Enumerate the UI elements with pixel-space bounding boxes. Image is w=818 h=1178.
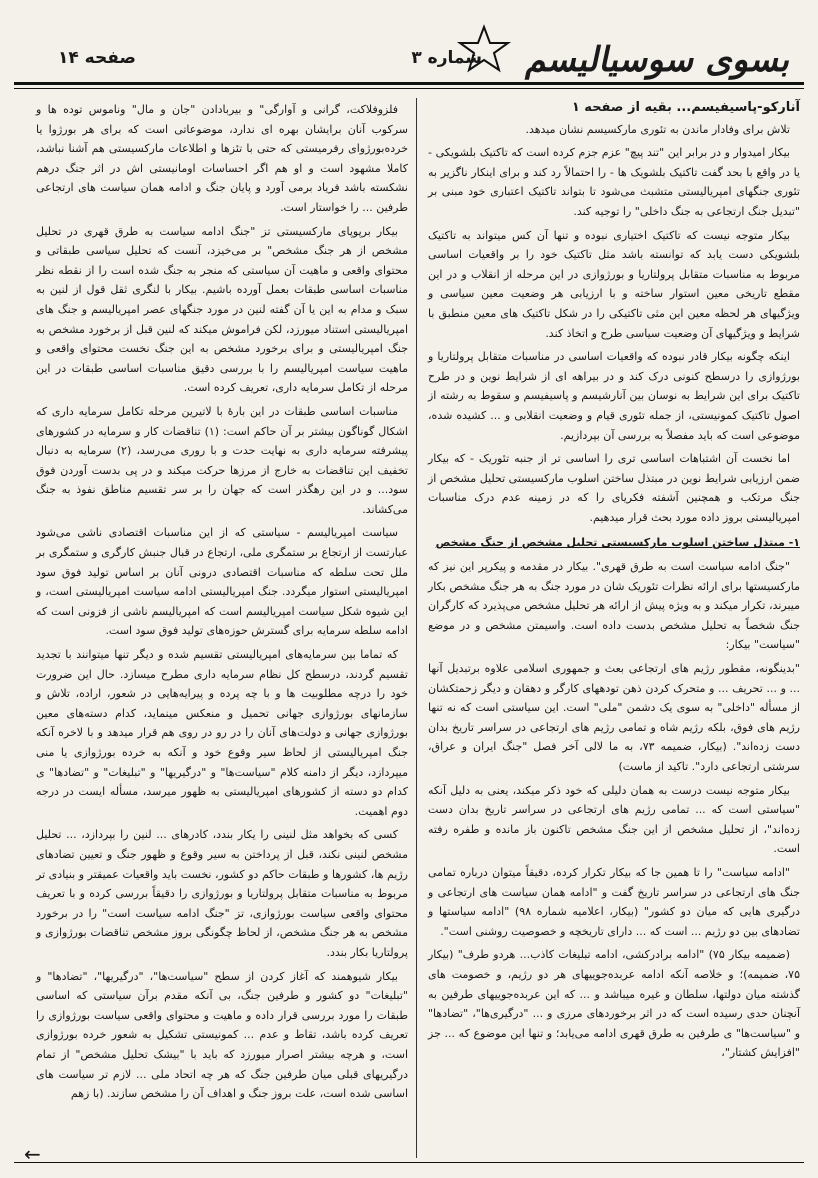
paragraph: که تماما بین سرمایه‌های امپریالیستی تقسیم شده و دیگر تنها میتوانند با تجدید تقسیم گردند، درسطح کل نظام سرمایه داری مطرح میسازد. حال این ضرورت خود را درچه مطلوبیت ها و با چه پرده و پیرایه‌هایی در شعور، اراده، تلاش و سازمانهای بورژوازی جهانی تحمیل و منعکس مینماید، کدام دسته‌های معین بورژوازی جهانی و دولت‌های آنان را در رو در روی هم قرار میدهد و با لاخره آنکه جنگ امپریالیستی از لحاظ سیر وقوع خود و آنکه به خرده بورژوازی یا منی میپردازد، دیگر از دامنه کلام "سیاست‌ها" و "درگیریها" و "تبلیغات" و "تضادها" ی کدام دو دسته از کشورهای امپریالیستی به ظهور میرسد، مسأله ایست در درجه دوم اهمیت.	[36, 648, 408, 818]
bottom-rule	[14, 1162, 804, 1163]
paragraph: بیکار برپوپای مارکسیستی تز "جنگ ادامه سیاست به طرق قهری در تحلیل مشخص از هر جنگ مشخص" بر می‌خیزد، آنست که تحلیل سیاسی طبقاتی و محتوای واقعی و ماهیت آن سیاستی که منجر به جنگ شده است را از نقطه نظر مناسبات اساسی طبقات بعمل آورده باشیم. بیکار با لنگری ثقل قول از لنین به سبک و مدام به این یا آن گفته لنین در مورد جنگهای عصر امپریالیسم و جنگ های امپریالیستی استناد میورزد، لکن فراموش میکند که لنین قبل از برخورد مشخص به جنگ امپریالیستی و برای برخورد مشخص به این جنگ نخست محتوای واقعی و ماهیت سیاست امپریالیسم را با بررسی دقیق مناسبات اساسی طبقات در این مرحله از تکامل سرمایه داری، تعریف کرده است.	[36, 224, 408, 395]
continue-arrow-icon: ←	[24, 1142, 41, 1166]
paragraph: فلزوفلاکت، گرانی و آوارگی" و بیربادادن "جان و مال" وناموس توده ها و سرکوب آنان برایشان بهره ای ندارد، موضوعاتی است که برای هر بورژوا یا خرده‌بورژوای رفرمیستی که حتی با تئزها و اطلاعات مارکسیستی هم آشنا نباشد، کاملا مشهود است و او هم اگر احساسات اومانیستی اش در اثر جنگ درهم نشکسته باشد فریاد برمی آورد و پایان جنگ و ادامه همان سیاست های ارتجاعی طرفین ... را خواستار است.	[36, 103, 408, 214]
paragraph: بیکار متوجه نیست درست به همان دلیلی که خود ذکر میکند، یعنی به دلیل آنکه "سیاستی است که ... تمامی رژیم های ارتجاعی در سراسر تاریخ بدان دست زده‌اند"، از تحلیل مشخص از این جنگ مشخص تاکنون باز مانده و طفره رفته است.	[428, 783, 800, 856]
issue-number: شماره ۳	[411, 48, 482, 68]
paragraph: اینکه چگونه بیکار قادر نبوده که واقعیات اساسی در مناسبات متقابل پرولتاریا و بورژوازی را درسطح کنونی درک کند و در بیراهه ای از شرایط نوین و در طرح تاکتیک برای این شرایط به نوسان بین آنارشیسم و پاسیفیسم و سقوط به رشته از اصول تاکتیک کمونیستی، از جمله تئوری قیام و وضعیت انقلابی و ... کشیده شده، موضوعی است که باید مفصلاً به بررسی آن بپردازیم.	[428, 350, 800, 442]
section-heading: ۱- مبتذل ساختن اسلوب مارکسیستی تحلیل مشخص از جنگ مشخص	[435, 536, 800, 550]
paragraph: کسی که بخواهد مثل لنینی را یکار بندد، کادرهای ... لنین را بپردازد، ... تحلیل مشخص لنینی نکند، قبل از پرداختن به سیر وقوع و ظهور جنگ و تعیین تضادهای رژیم ها، کشورها و طبقات حاکم دو کشور، نخست باید واقعیات عمیقتر و بنیادی تر مربوط به مناسبات متقابل پرولتاریا و بورژوازی را دقیقاً بررسی کرده و با تعریف محتوای واقعی سیاست بورژوازی، تز "جنگ ادامه سیاست است" را در برخورد مشخص به هر جنگ مشخص، از لحاظ چگونگی بروز مشخص تناقضات بورژوازی و پرولتاریا بکار بندد.	[36, 828, 408, 959]
block-quote: "بدینگونه، مقطور رژیم های ارتجاعی بعث و جمهوری اسلامی علاوه برتبدیل آنها ... و ... تحریف ... و متحرک کردن ذهن تودههای کارگر و دهقان و دیگر زحمتکشان از مسأله "داخلی" به سوی یک دشمن "ملی" است. این سیاستی است که نه تنها رژیم های فوق، بلکه رژیم شاه و تمامی رژیم های ارتجاعی در سراسر تاریخ بدان دست زده‌اند". (بیکار، ضمیمه ۷۳، به ما لالی آخر فصل "جنگ ایران و عراق، سرشتی ارتجاعی دارد". تاکید از ماست)	[428, 662, 801, 773]
paragraph: "ادامه سیاست" را تا همین جا که بیکار تکرار کرده، دقیقاً میتوان درباره تمامی جنگ های ارتجاعی در سراسر تاریخ گفت و "ادامه همان سیاست های ارتجاعی و درگیری هایی که میان دو کشور" (بیکار، اعلامیه شماره ۹۸) "ادامه سیاستها و تضادهای بین دو رژیم ... است که ... دارای تاریخچه و خصوصیت روشنی است".	[428, 865, 800, 938]
right-column	[428, 98, 800, 1067]
column-divider	[416, 98, 417, 1158]
paragraph: (ضمیمه بیکار ۷۵) "ادامه برادرکشی، ادامه تبلیغات کاذب... هردو طرف" (بیکار ۷۵، ضمیمه)؛ و خلاصه آنکه ادامه عربده‌جوییهای هر دو رژیم، و خصومت های گذشته میان دولتها، سلطان و غیره میباشد و ... که این عربده‌جوییهای طرفین به آنچنان حدی رسیده است که در اثر برخوردهای مرزی و ... "درگیری‌ها"، "تضادها" و "سیاست‌ها" ی طرفین به طرق قهری ادامه می‌یابد؛ و تنها این موضوع که ... جز "افزایش کشتار"،	[428, 948, 800, 1060]
newspaper-page	[14, 14, 804, 1166]
paragraph: مناسبات اساسی طبقات در این بارهٔ با لاتیرین مرحله تکامل سرمایه داری که اشکال گوناگون بیشتر بر آن حاکم است: (۱) تناقضات کار و سرمایه در کشورهای پیشرفته سرمایه داری به نهایت حدت و با روری می‌رسد، (۲) سرمایه به دنبال تخفیف این تناقضات به خارج از مرزها حرکت میکند و در پی بدست آوردن فوق سود... و در این رهگذر است که جهان را بر سر تقسیم مناطق نفوذ به جنگ می‌کشاند.	[36, 404, 408, 516]
masthead-rule-thin	[14, 88, 804, 89]
left-column	[36, 100, 408, 1108]
paragraph: بیکار متوجه نیست که تاکتیک اختیاری نبوده و تنها آن کس میتواند به تاکتیک بلشویکی دست یابد که توانسته باشد مثل تاکتیک خود را بر واقعیات اساسی مربوط به مناسبات متقابل پرولتاریا و بورژوازی در این مرحله از انقلاب و در این مقطع تاریخی معین استوار ساخته و با ارزیابی هر وضعیت معین سیاسی و ویژگیهای هر لحظه معین این مثی تاکتیکی را در شکل تاکتیک های معین منطبق با شرایط و ویژگیهای آن وضعیت سیاسی طرح و اتخاذ کند.	[428, 228, 800, 340]
paragraph: سیاست امپریالیسم - سیاستی که از این مناسبات اقتصادی ناشی می‌شود عبارتست از ارتجاع بر ستمگری ملی، ارتجاع در قبال جنبش کارگری و ستمگری بر ملل تحت سلطه که مناسبات اقتصادی درونی آنان بر اساس تولید فوق سود امپریالیستی استوار میگردد. جنگ امپریالیستی ادامه سیاست امپریالیستی است، و این شیوه شکل سیاست امپریالیسم است که امپریالیسم ناشی از فزونی است که ادامه سلطه سرمایه برای گسترش حوزه‌های تولید فوق سود است.	[36, 526, 408, 638]
masthead-rule	[14, 82, 804, 85]
paragraph: "جنگ ادامه سیاست است به طرق قهری". بیکار در مقدمه و پیکرپر این نیز که مارکسیستها برای ارائه نظرات تئوریک شان در مورد جنگ به هر جنگ مشخص بکار میبرند، تکرار میکند و به ویژه پیش از ارائه هر تحلیل مشخص می‌پذیرد که کارگران جنگ شخصاً به تحلیل مشخص بدست داده است. واسیمتن مشخص و در موضع "سیاست" بیکار:	[428, 560, 800, 652]
paragraph: تلاش برای وفادار ماندن به تئوری مارکسیسم نشان میدهد.	[525, 122, 790, 136]
paragraph: بیکار شیوهمند که آغاز کردن از سطح "سیاست‌ها"، "درگیریها"، "تضادها" و "تبلیغات" دو کشور و طرفین جنگ، بی آنکه مقدم برآن سیاستی که اساسی طبقات را مورد بررسی قرار داده و ماهیت و محتوای واقعی سیاست بورژوازی را تعریف کرده باشد، تقاط و عدم ... کمونیستی تشکیل به شعور خرده بورژوازی است، و هرچه بیشتر اصرار میورزد که باید با "بیشک تحلیل مشخص" از تمام درگیریهای قبلی میان طرفین جنگ که هر چه اتحاد ملی ... لازم تر سیاست های اساسی شده است، علت بروز جنگ و اهداف آن را مشخص سازند. (با زهم	[36, 969, 408, 1101]
masthead	[14, 14, 804, 86]
article-headline: آنارکو-پاسیفیسم... بقیه از صفحه ۱	[571, 100, 800, 115]
paragraph: بیکار امیدوار و در برابر این "تند پیچ" عزم جزم کرده است که تاکتیک بلشویکی - یا در واقع با بحد گفت تاکتیک بلشویک ها - را احتمالاً رد کند و برای اینکار ناگزیر به تئوری جنگهای امپریالیستی متشبث می‌شود تا بتواند تاکتیک اعتباری خود مبنی بر "تبدیل جنگ ارتجاعی به جنگ داخلی" را توجیه کند.	[428, 146, 800, 218]
paragraph: اما نخست آن اشتباهات اساسی تری را اساسی تر از جنبه تئوریک - که بیکار ضمن ارزیابی شرایط نوین در مبتذل ساختن اسلوب مارکسیستی تحلیل مشخص از جنگ مرتکب و همچنین آشفته فکریای را که در زمینه عدم درک مناسبات امپریالیستی بروز داده مورد بحث قرار میدهیم.	[428, 452, 800, 524]
publication-logo: بسوی سوسیالیسم	[523, 40, 797, 80]
page-number: صفحه ۱۴	[58, 48, 136, 68]
